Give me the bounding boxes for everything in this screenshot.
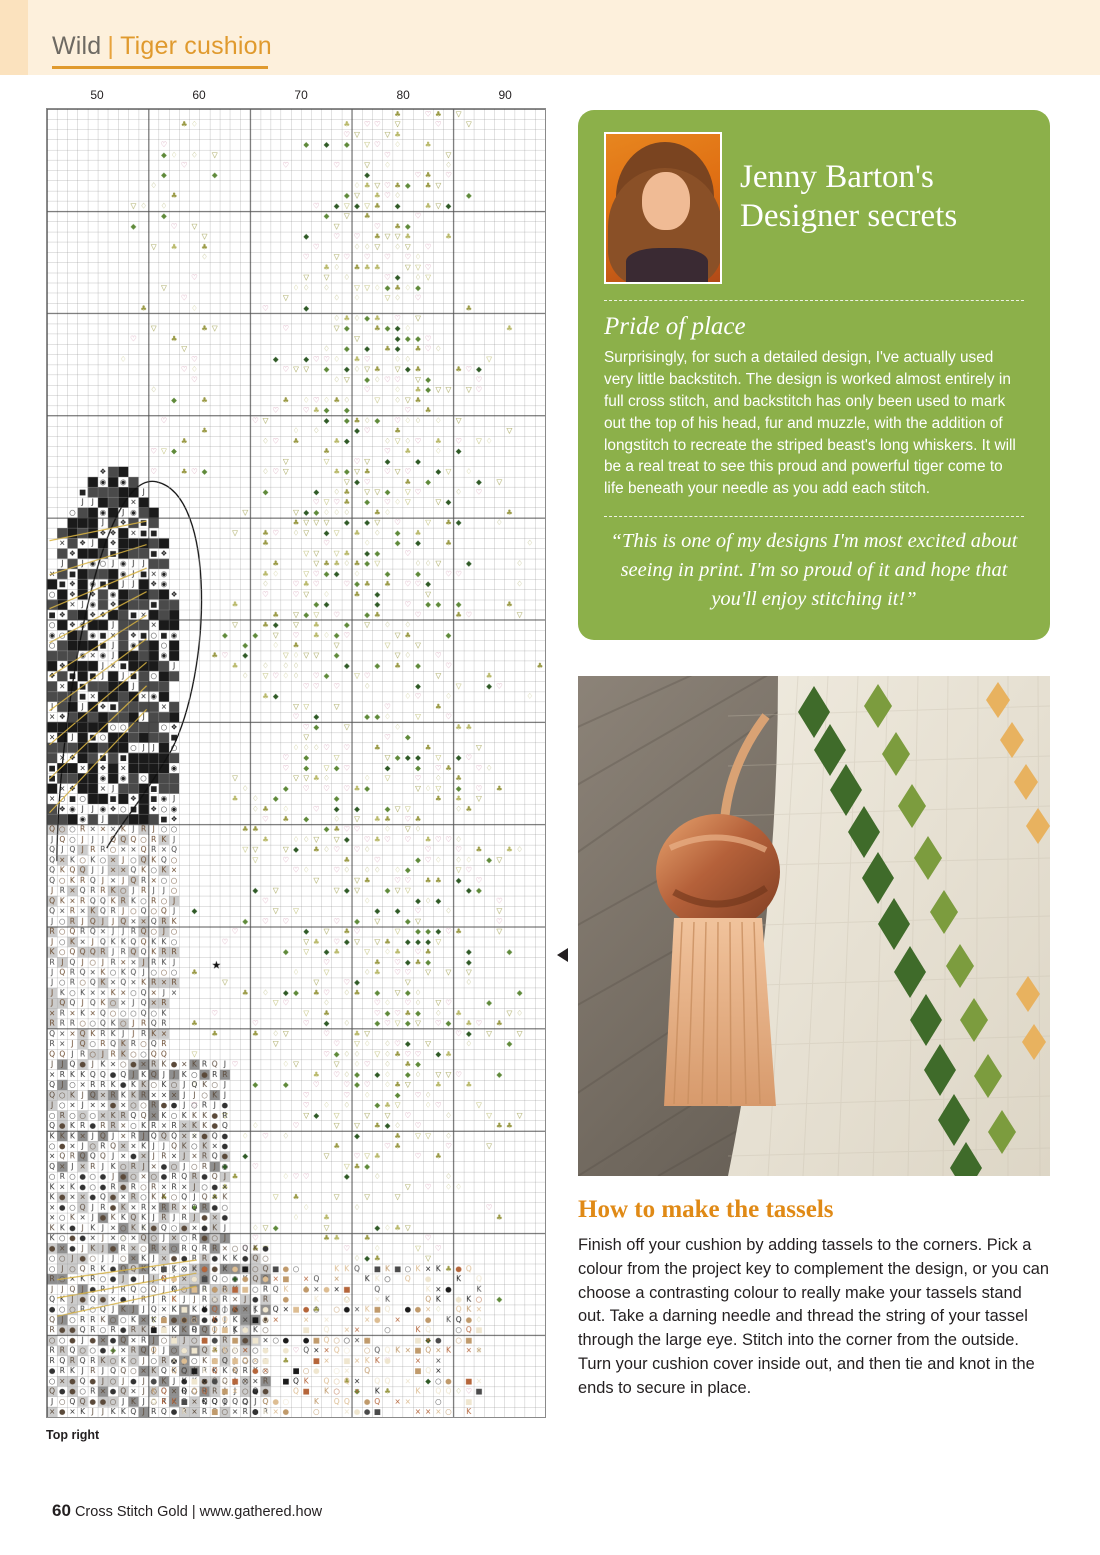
header-separator: | [107, 32, 115, 60]
header-project-title: Tiger cushion [120, 32, 272, 60]
footer-page-number: 60 [52, 1501, 71, 1520]
chart-column-label: 60 [192, 88, 206, 102]
chart-column-numbers [46, 88, 546, 106]
tassel-photo [578, 676, 1050, 1176]
designer-name: Jenny Barton's [740, 159, 934, 195]
secrets-subheading: Pride of place [604, 313, 746, 340]
tassels-body: Finish off your cushion by adding tassels to the corners. Pick a colour from the project key to complement the design, or you can choose a contrasting colour to really make your tassels stand out. Take a darning needle and thread the string of your tassel through the large eye. Stitch into the corner from the outside. Turn your cushion cover inside out, and then tie and knot in the ends to secure in place. [578, 1236, 1050, 1397]
chart-grid [46, 108, 546, 1418]
designer-secrets-subtitle: Designer secrets [740, 197, 958, 234]
page-header-title [52, 32, 272, 61]
designer-portrait-avatar [604, 132, 722, 284]
tassels-section [578, 1196, 1050, 1400]
secrets-divider-top [604, 300, 1024, 301]
chart-column-label: 80 [396, 88, 410, 102]
designer-secrets-panel [578, 110, 1050, 640]
portrait-body-shape [626, 248, 708, 282]
footer-website[interactable]: www.gathered.how [199, 1504, 323, 1520]
chart-grid-canvas [47, 109, 545, 1417]
header-section-label: Wild [52, 32, 102, 60]
footer-separator: | [191, 1504, 196, 1520]
footer-publication: Cross Stitch Gold [74, 1504, 188, 1520]
chart-caption: Top right [46, 1428, 100, 1442]
secrets-body-text: Surprisingly, for such a detailed design, I've actually used very little backstitch. The design is worked almost entirely in full cross stitch, and backstitch has only been used to mark out the top of his head, fur and muzzle, with the addition of longstitch to recreate the striped beast's long whiskers. It will be a real treat to see this proud and powerful tiger come to life beneath your needle as you add each stitch. [604, 349, 1016, 498]
chart-column-label: 70 [294, 88, 308, 102]
designer-secrets-header [604, 132, 1024, 284]
portrait-face-shape [642, 172, 690, 230]
secrets-divider-bottom [604, 516, 1024, 517]
cross-stitch-chart [46, 88, 546, 1442]
page-header-band [0, 0, 1100, 75]
chart-row-marker-icon [557, 948, 568, 962]
secrets-pullquote: “This is one of my designs I'm most excited about seeing in print. I'm so proud of it and hope that you'll enjoy stitching it!” [610, 530, 1018, 611]
chart-column-label: 90 [498, 88, 512, 102]
header-underline [52, 66, 268, 69]
tassels-title: How to make the tassels [578, 1196, 834, 1223]
header-corner-tab [0, 0, 28, 75]
designer-secrets-heading [740, 132, 957, 236]
page-footer [52, 1501, 322, 1521]
tassel-photo-illustration [578, 676, 1050, 1176]
chart-column-label: 50 [90, 88, 104, 102]
